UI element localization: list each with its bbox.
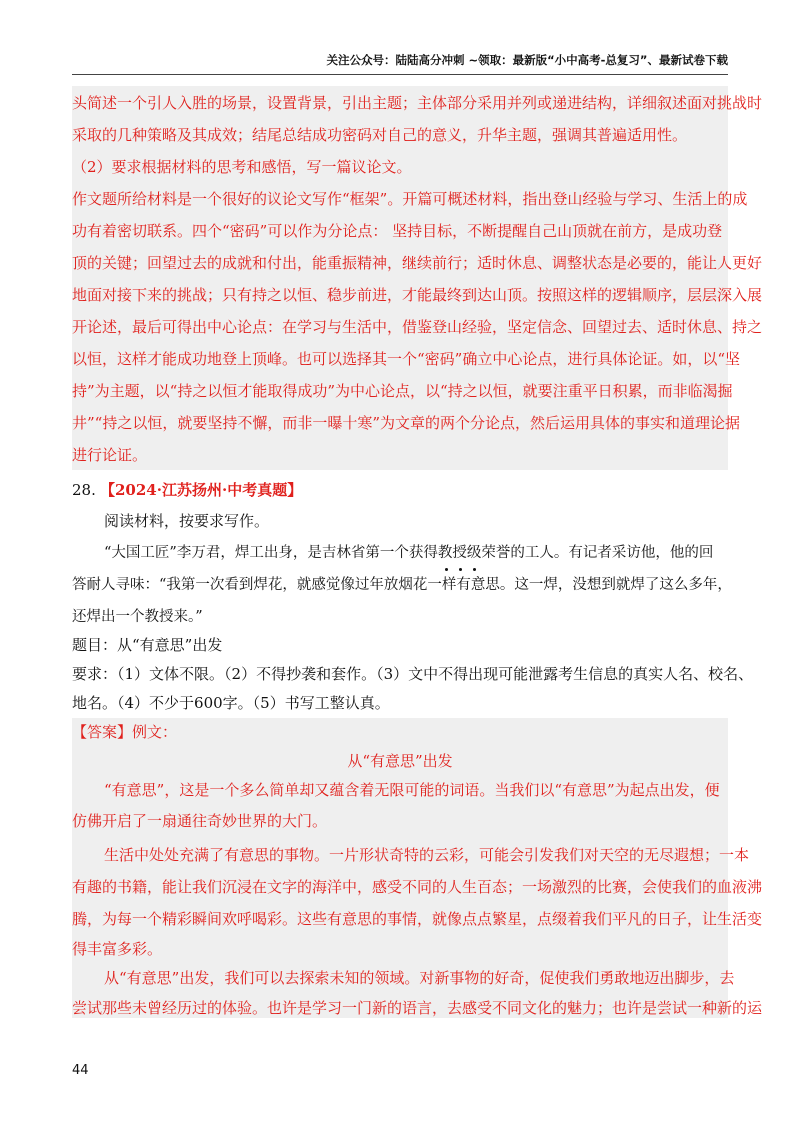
question-instruction: 阅读材料，按要求写作。 (104, 512, 270, 530)
question-requirement: 地名。（4）不少于600字。（5）书写工整认真。 (72, 694, 390, 712)
essay-line: 生活中处处充满了有意思的事物。一片形状奇特的云彩，可能会引发我们对天空的无尽遐想；一本 (104, 846, 750, 864)
answer-line: 功有着密切联系。四个“密码”可以作为分论点： 坚持目标，不断提醒自己山顶就在前方，是成功登 (72, 222, 723, 240)
page-header: 关注公众号：陆陆高分冲刺 ~领取：最新版“小中高考-总复习”、最新试卷下载 (326, 53, 728, 67)
answer-line: （2）要求根据材料的思考和感悟，写一篇议论文。 (72, 158, 412, 176)
essay-line: 得丰富多彩。 (72, 940, 163, 958)
answer-line: 井”“持之以恒，就要坚持不懈，而非一曝十寒”为文章的两个分论点，然后运用具体的事实和道理论据 (72, 414, 741, 432)
essay-line: 从“有意思”出发，我们可以去探索未知的领域。对新事物的好奇，促使我们勇敢地迈出脚步，去 (104, 969, 735, 987)
question-source: 【2024·江苏扬州·中考真题】 (100, 481, 303, 499)
header-divider (72, 74, 728, 75)
emphasis-dot (473, 568, 476, 571)
question-number: 28. (72, 481, 96, 499)
material-line: 答耐人寻味：“我第一次看到焊花，就感觉像过年放烟花一样有意思。这一焊，没想到就焊了这么多年， (72, 577, 732, 593)
page-number: 44 (72, 1063, 89, 1078)
essay-line: “有意思”，这是一个多么简单却又蕴含着无限可能的词语。当我们以“有意思”为起点出发，便 (104, 781, 720, 799)
emphasis-dot (459, 568, 462, 571)
essay-line: 尝试那些未曾经历过的体验。也许是学习一门新的语言，去感受不同文化的魅力；也许是尝试一种新的运 (72, 999, 763, 1017)
essay-line: 仿佛开启了一扇通往奇妙世界的大门。 (72, 812, 328, 830)
answer-line: 以恒，这样才能成功地登上顶峰。也可以选择其一个“密码”确立中心论点，进行具体论证。如，以“坚 (72, 350, 741, 368)
emphasis-dot (445, 568, 448, 571)
answer-line: 采取的几种策略及其成效；结尾总结成功密码对自己的意义，升华主题，强调其普遍适用性。 (72, 126, 688, 144)
answer-line: 开论述，最后可得出中心论点：在学习与生活中，借鉴登山经验，坚定信念、回望过去、适时休息、持之 (72, 318, 763, 336)
material-line: 还焊出一个教授来。” (72, 609, 203, 625)
answer-line: 头简述一个引人入胜的场景，设置背景，引出主题；主体部分采用并列或递进结构，详细叙述面对挑战时 (72, 94, 763, 112)
question-topic: 题目：从“有意思”出发 (72, 636, 223, 654)
essay-title: 从“有意思”出发 (347, 752, 453, 770)
essay-line: 腾，为每一个精彩瞬间欢呼喝彩。这些有意思的事情，就像点点繁星，点缀着我们平凡的日子，让生活变 (72, 910, 763, 928)
material-line: “大国工匠”李万君，焊工出身，是吉林省第一个获得教授级荣誉的工人。有记者采访他，他的回 (104, 545, 714, 561)
answer-line: 地面对接下来的挑战；只有持之以恒、稳步前进，才能最终到达山顶。按照这样的逻辑顺序，层层深入展 (72, 286, 763, 304)
answer-line: 作文题所给材料是一个很好的议论文写作“框架”。开篇可概述材料，指出登山经验与学习、生活上的成 (72, 190, 748, 208)
answer-line: 进行论证。 (72, 446, 148, 464)
answer-line: 持”为主题，以“持之以恒才能取得成功”为中心论点，以“持之以恒，就要注重平日积累，而非临渴掘 (72, 382, 733, 400)
answer-line: 顶的关键；回望过去的成就和付出，能重振精神，继续前行；适时休息、调整状态是必要的，能让人更好 (72, 254, 763, 272)
question-requirement: 要求：（1）文体不限。（2）不得抄袭和套作。（3）文中不得出现可能泄露考生信息的真实人名、校名、 (72, 665, 754, 683)
answer-label: 【答案】例文： (72, 723, 178, 741)
essay-line: 有趣的书籍，能让我们沉浸在文字的海洋中，感受不同的人生百态；一场激烈的比赛，会使我们的血液沸 (72, 878, 763, 896)
